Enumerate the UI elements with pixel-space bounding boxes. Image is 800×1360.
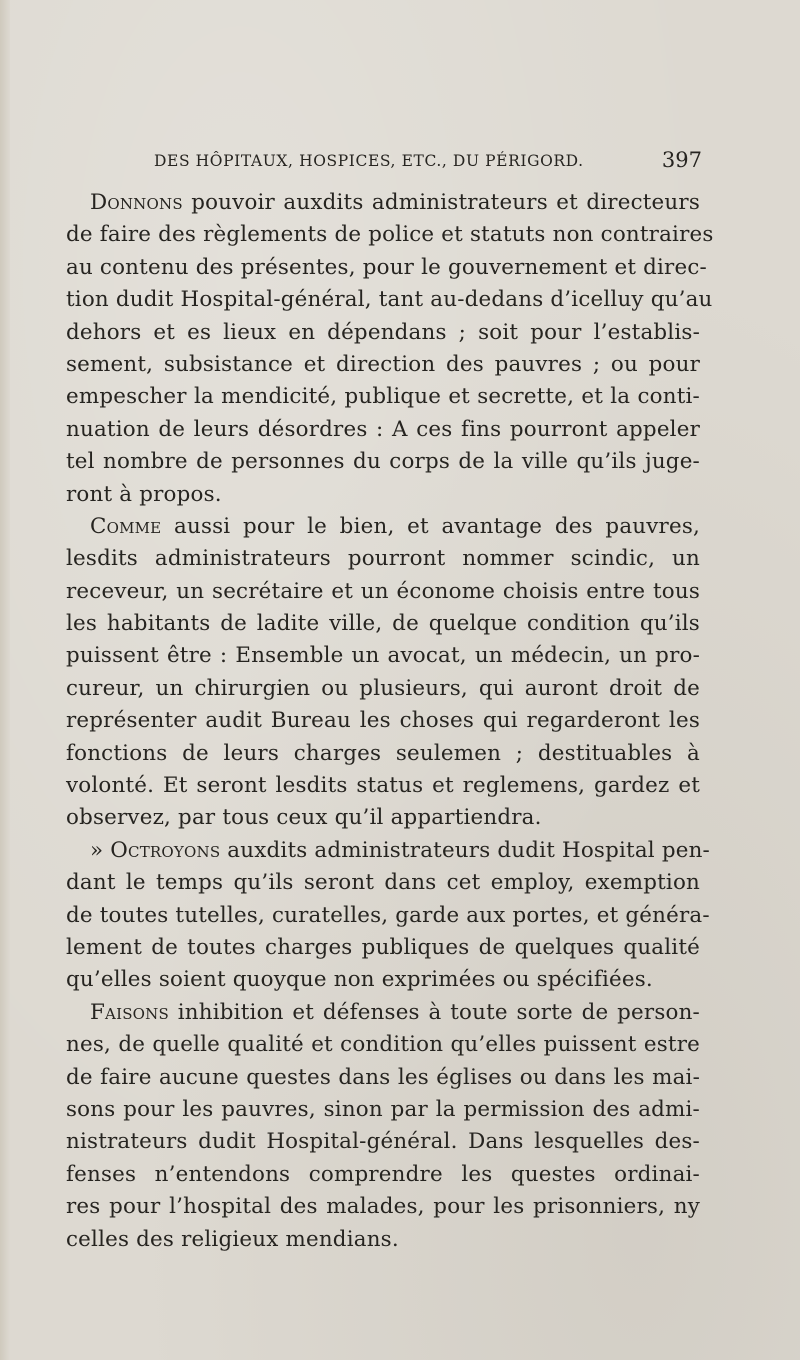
text-line: receveur, un secrétaire et un économe choisis entre tous	[66, 578, 700, 604]
text-line: sement, subsistance et direction des pauvres ; ou pour	[66, 351, 700, 377]
text-line: ront à propos.	[66, 481, 222, 507]
text-line: puissent être : Ensemble un avocat, un médecin, un pro-	[66, 643, 700, 669]
text-line: volonté. Et seront lesdits status et reglemens, gardez et	[66, 773, 700, 799]
paragraph-lead-word: Comme	[90, 513, 162, 539]
text-line: tion dudit Hospital-général, tant au-dedans d’icelluy qu’au	[66, 287, 713, 313]
text-line: qu’elles soient quoyque non exprimées ou spécifiées.	[66, 967, 653, 993]
paragraph-octroyons	[66, 835, 710, 997]
text-line: représenter audit Bureau les choses qui regarderont les	[66, 708, 700, 734]
paragraph-lead-word: Faisons	[90, 999, 169, 1025]
text-line: dant le temps qu’ils seront dans cet employ, exemption	[66, 870, 700, 896]
text-line: fonctions de leurs charges seulemen ; destituables à	[66, 740, 700, 766]
text-line: empescher la mendicité, publique et secrette, et la conti-	[66, 384, 700, 410]
text-line: au contenu des présentes, pour le gouvernement et direc-	[66, 254, 707, 280]
text-line: fenses n’entendons comprendre les questes ordinai-	[66, 1161, 700, 1187]
text-line: de faire aucune questes dans les églises ou dans les mai-	[66, 1064, 700, 1090]
text-line: dehors et es lieux en dépendans ; soit pour l’establis-	[66, 319, 700, 345]
text-line: tel nombre de personnes du corps de la ville qu’ils juge-	[66, 449, 700, 475]
text-line: » Octroyons auxdits administrateurs dudit Hospital pen-	[90, 837, 710, 863]
text-line: sons pour les pauvres, sinon par la permission des admi-	[66, 1096, 700, 1122]
text-line: nistrateurs dudit Hospital-général. Dans lesquelles des-	[66, 1129, 700, 1155]
text-line: lement de toutes charges publiques de quelques qualité	[66, 934, 700, 960]
quote-mark: »	[90, 837, 111, 863]
page-header	[154, 148, 710, 178]
text-line: Donnons pouvoir auxdits administrateurs et directeurs	[90, 190, 700, 215]
text-line: Faisons inhibition et défenses à toute sorte de person-	[90, 999, 700, 1025]
text-line: Comme aussi pour le bien, et avantage des pauvres,	[90, 513, 700, 539]
paragraph-comme	[66, 511, 700, 835]
page-binding-edge	[0, 0, 10, 1360]
text-line: lesdits administrateurs pourront nommer scindic, un	[66, 546, 700, 572]
text-line: celles des religieux mendians.	[66, 1226, 399, 1252]
paragraph-lead-word: Donnons	[90, 190, 183, 215]
text-line: de faire des règlements de police et statuts non contraires	[66, 222, 714, 248]
running-title: DES HÔPITAUX, HOSPICES, ETC., DU PÉRIGORD.	[154, 152, 584, 170]
text-line: nes, de quelle qualité et condition qu’elles puissent estre	[66, 1032, 700, 1058]
text-line: les habitants de ladite ville, de quelque condition qu’ils	[66, 611, 700, 637]
paragraph-faisons	[66, 997, 700, 1256]
page-number: 397	[661, 148, 702, 172]
paragraph-lead-word: Octroyons	[110, 837, 221, 863]
text-line: de toutes tutelles, curatelles, garde aux portes, et généra-	[66, 902, 710, 928]
text-line: observez, par tous ceux qu’il appartiendra.	[66, 805, 542, 831]
text-line: res pour l’hospital des malades, pour les prisonniers, ny	[66, 1194, 700, 1220]
paragraph-donnons	[66, 187, 714, 511]
text-line: cureur, un chirurgien ou plusieurs, qui auront droit de	[66, 675, 700, 701]
body-text	[66, 187, 714, 1256]
text-line: nuation de leurs désordres : A ces fins pourront appeler	[66, 416, 700, 442]
